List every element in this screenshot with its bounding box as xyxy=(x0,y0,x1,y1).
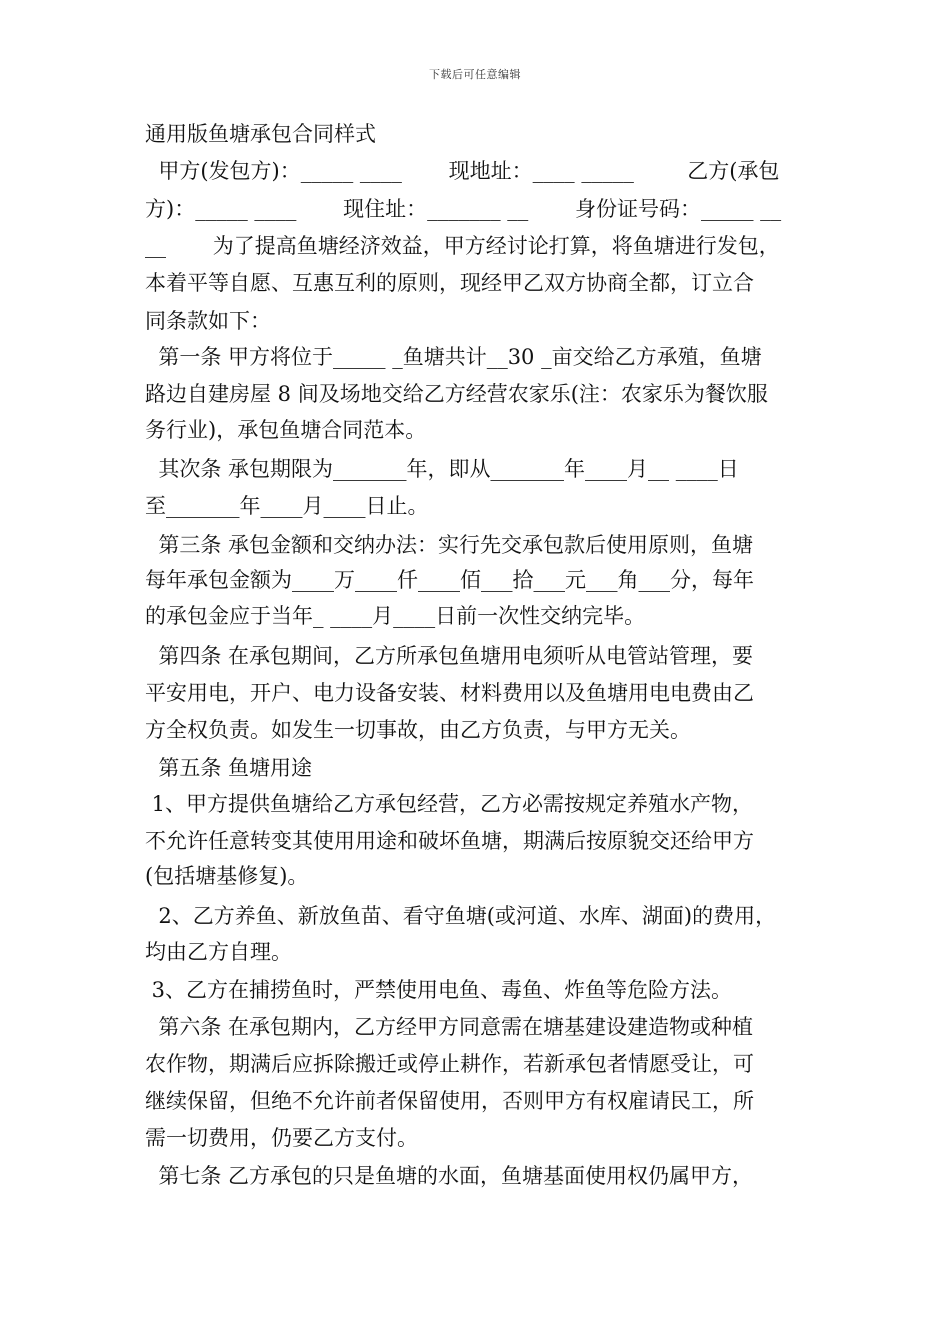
text-line: 第七条 乙方承包的只是鱼塘的水面，鱼塘基面使用权仍属甲方， xyxy=(145,1164,754,1188)
text-line: 方)：_____ ____ 现住址：_______ __ 身份证号码：_____ __ xyxy=(145,197,782,221)
text-line: 第四条 在承包期间，乙方所承包鱼塘用电须听从电管站管理，要 xyxy=(145,644,754,668)
text-line: 每年承包金额为____万____仟____佰___拾___元___角___分，每年 xyxy=(145,568,754,592)
text-line: 3、乙方在捕捞鱼时，严禁使用电鱼、毒鱼、炸鱼等危险方法。 xyxy=(145,978,733,1002)
text-line: 第三条 承包金额和交纳办法：实行先交承包款后使用原则，鱼塘 xyxy=(145,533,754,557)
text-line: 至_______年____月____日止。 xyxy=(145,494,429,518)
text-line: 的承包金应于当年_ ____月____日前一次性交纳完毕。 xyxy=(145,604,646,628)
text-line: 2、乙方养鱼、新放鱼苗、看守鱼塘(或河道、水库、湖面)的费用， xyxy=(145,904,777,928)
text-line: 甲方(发包方)：_____ ____ 现地址：____ _____ 乙方(承包 xyxy=(145,159,780,183)
page-header: 下载后可任意编辑 xyxy=(429,68,521,81)
doc-title: 通用版鱼塘承包合同样式 xyxy=(145,122,376,146)
text-line: 其次条 承包期限为_______年，即从_______年____月__ ____日 xyxy=(145,457,739,481)
text-line: 需一切费用，仍要乙方支付。 xyxy=(145,1126,418,1150)
text-line: 同条款如下： xyxy=(145,309,271,333)
text-line: 平安用电，开户、电力设备安装、材料费用以及鱼塘用电电费由乙 xyxy=(145,681,754,705)
text-line: 继续保留，但绝不允许前者保留使用，否则甲方有权雇请民工，所 xyxy=(145,1089,754,1113)
text-line: 均由乙方自理。 xyxy=(145,940,292,964)
text-line: 第一条 甲方将位于_____ _鱼塘共计__30 _亩交给乙方承殖，鱼塘 xyxy=(145,345,762,369)
text-line: 方全权负责。如发生一切事故，由乙方负责，与甲方无关。 xyxy=(145,718,691,742)
text-line: (包括塘基修复)。 xyxy=(145,864,309,888)
text-line: 务行业)，承包鱼塘合同范本。 xyxy=(145,418,427,442)
text-line: 第五条 鱼塘用途 xyxy=(145,756,313,780)
text-line: 1、甲方提供鱼塘给乙方承包经营，乙方必需按规定养殖水产物， xyxy=(145,792,754,816)
text-line: 不允许任意转变其使用用途和破坏鱼塘，期满后按原貌交还给甲方 xyxy=(145,829,754,853)
text-line: 路边自建房屋 8 间及场地交给乙方经营农家乐(注：农家乐为餐饮服 xyxy=(145,382,768,406)
text-line: 第六条 在承包期内，乙方经甲方同意需在塘基建设建造物或种植 xyxy=(145,1015,754,1039)
text-line: 本着平等自愿、互惠互利的原则，现经甲乙双方协商全都，订立合 xyxy=(145,271,754,295)
text-line: __ 为了提高鱼塘经济效益，甲方经讨论打算，将鱼塘进行发包， xyxy=(145,234,780,258)
text-line: 农作物，期满后应拆除搬迁或停止耕作，若新承包者情愿受让，可 xyxy=(145,1052,754,1076)
